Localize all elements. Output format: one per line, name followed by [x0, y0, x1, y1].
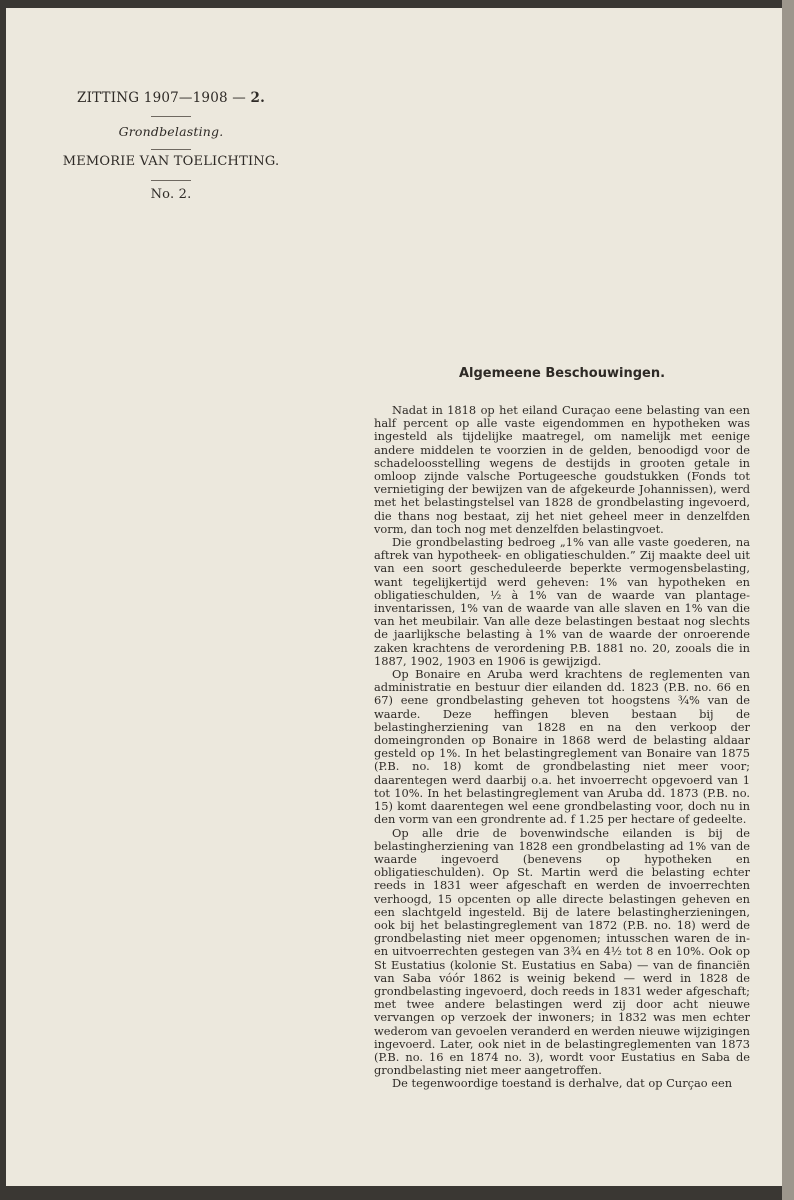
session-header: [46, 90, 296, 106]
header-rule: [151, 180, 191, 181]
paragraph: Op Bonaire en Aruba werd krachtens de reglementen van administratie en bestuur dier eilanden dd. 1823 (P.B. no. 66 en 67) eene grondbelasting geheven tot hoogstens ¾% van de waarde. Deze heffingen bleven bestaan bij de belastingherziening van 1828 en na den verkoop der domeingronden op Bonaire in 1868 werd de belasting aldaar gesteld op 1%. In het belastingreglement van Bonaire van 1875 (P.B. no. 18) komt de grondbelasting niet meer voor; daarentegen werd daarbij o.a. het invoerrecht opgevoerd van 1 tot 10%. In het belastingreglement van Aruba dd. 1873 (P.B. no. 15) komt daarentegen wel eene grondbelasting voor, doch nu in den vorm van een grondrente ad. f 1.25 per hectare of gedeelte.: [374, 667, 750, 827]
document-number: 2.: [250, 90, 265, 106]
header-rule: [151, 149, 191, 150]
paragraph: Op alle drie de bovenwindsche eilanden is bij de belastingherziening van 1828 een grondbelasting ad 1% van de waarde ingevoerd (benevens op hypotheken en obligatieschulden). Op St. Martin werd die belasting echter reeds in 1831 weer afgeschaft en werden de invoerrechten verhoogd, 15 opcenten op alle directe belastingen geheven en een slachtgeld ingesteld. Bij de latere belastingherzieningen, ook bij het belastingreglement van 1872 (P.B. no. 18) werd de grondbelasting niet meer opgenomen; intusschen waren de in- en uitvoerrechten gestegen van 3¾ en 4½ tot 8 en 10%. Ook op St Eustatius (kolonie St. Eustatius en Saba) — van de financiën van Saba vóór 1862 is weinig bekend — werd in 1828 de grondbelasting ingevoerd, doch reeds in 1831 weder afgeschaft; met twee andere belastingen werd zij door acht nieuwe vervangen op verzoek der inwoners; in 1832 was men echter wederom van gevoelen veranderd en werden nieuwe wijzigingen ingevoerd. Later, ook niet in de belastingreglementen van 1873 (P.B. no. 16 en 1874 no. 3), wordt voor Eustatius en Saba de grondbelasting niet meer aangetroffen.: [374, 825, 750, 1078]
paragraph: De tegenwoordige toestand is derhalve, dat op Curçao een: [392, 1076, 733, 1091]
paragraph: Die grondbelasting bedroeg „1% van alle vaste goederen, na aftrek van hypotheek- en obligatieschulden.” Zij maakte deel uit van een soort gescheduleerde beperkte vermogensbelasting, want tegelijkertijd werd geheven: 1% van hypotheken en obligatieschulden, ½ à 1% van de waarde van plantage-inventarissen, 1% van de waarde van alle slaven en 1% van die van het meubilair. Van alle deze belastingen bestaat nog slechts de jaarlijksche belasting à 1% van de waarde der onroerende zaken krachtens de verordening P.B. 1881 no. 20, zooals die in 1887, 1902, 1903 en 1906 is gewijzigd.: [374, 535, 750, 668]
document-type: MEMORIE VAN TOELICHTING.: [62, 154, 280, 169]
scan-edge: [782, 0, 794, 1200]
document-page: [6, 8, 782, 1186]
header-rule: [151, 116, 191, 117]
section-body: [374, 404, 750, 1091]
session-separator: —: [232, 90, 246, 106]
number-label: No. 2.: [150, 187, 192, 202]
section-heading: Algemeene Beschouwingen.: [458, 366, 666, 381]
session-label: ZITTING 1907—1908: [76, 90, 228, 106]
paragraph: Nadat in 1818 op het eiland Curaçao eene belasting van een half percent op alle vaste eigendommen en hypotheken was ingesteld als tijdelijke maatregel, om namelijk met eenige andere middelen te voorzien in de gelden, benoodigd voor de schadeloosstelling wegens de destijds in grooten getale in omloop zijnde valsche Portugeesche goudstukken (Fonds tot vernietiging der bewijzen van de afgekeurde Johannissen), werd met het belastingstelsel van 1828 de grondbelasting ingevoerd, die thans nog bestaat, zij het niet geheel meer in denzelfden vorm, dan toch nog met denzelfden belastingvoet.: [374, 403, 750, 536]
subject-title: Grondbelasting.: [118, 124, 224, 139]
